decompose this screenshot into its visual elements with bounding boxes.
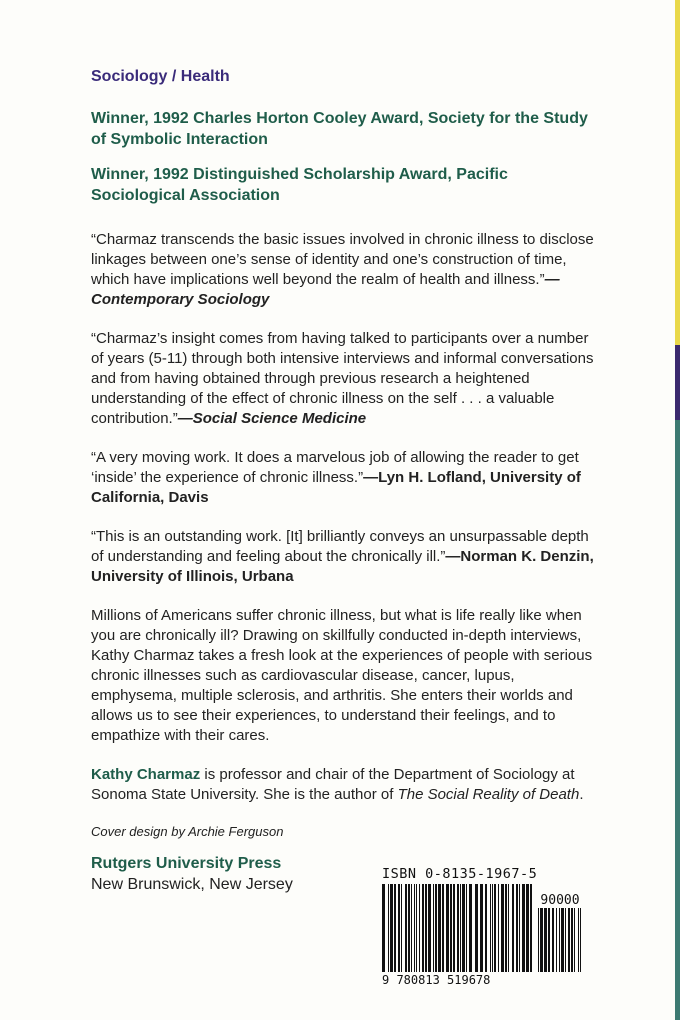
book-title: The Social Reality of Death: [397, 786, 580, 803]
quote-text: “Charmaz transcends the basic issues involved in chronic illness to disclose linkages between one’s sense of identity and one’s construction of time, which have implications well beyond the realm of health and illness.”: [91, 231, 594, 288]
barcode-bar: [508, 884, 509, 972]
barcode-bar: [568, 908, 570, 972]
barcode-bar: [428, 884, 431, 972]
barcode-bar: [552, 908, 554, 972]
barcode-bar: [442, 884, 444, 972]
publisher-name: Rutgers University Press: [91, 855, 282, 872]
barcode-bar: [462, 884, 465, 972]
barcode-bar: [544, 908, 547, 972]
barcode-bar: [522, 884, 525, 972]
bio-end: .: [579, 786, 584, 803]
barcode-bar: [480, 884, 483, 972]
barcode-bar: [450, 884, 452, 972]
quote-social-science-medicine: [91, 329, 599, 429]
isbn-text: ISBN 0-8135-1967-5: [382, 866, 538, 882]
barcode-bar: [519, 884, 520, 972]
barcode-bar: [453, 884, 455, 972]
barcode-bar: [485, 884, 487, 972]
quote-text: “Charmaz’s insight comes from having talked to participants over a number of years (5-11) through both intensive interviews and informal conversations and from having obtained through previous research a heightened understanding of the effect of chronic illness on the self . . . a valuable contribution.”: [91, 330, 594, 427]
barcode-bar: [457, 884, 459, 972]
edge-teal-segment: [675, 420, 680, 1020]
bio-text: is professor and chair of the Department of Sociology at Sonoma State University. She is the author of: [91, 766, 575, 803]
barcode-bar: [494, 884, 496, 972]
barcode-bar: [401, 884, 402, 972]
barcode-bar: [469, 884, 472, 972]
barcode-bar: [530, 884, 532, 972]
barcode-bar: [490, 884, 491, 972]
quote-source: —Norman K. Denzin, University of Illinois, Urbana: [91, 548, 594, 585]
barcode-bar: [414, 884, 415, 972]
barcode-bar: [548, 908, 550, 972]
barcode-bar: [492, 884, 493, 972]
author-bio: [91, 765, 599, 805]
barcode-bar: [405, 884, 407, 972]
barcode-bar: [498, 884, 499, 972]
barcode-bar: [390, 884, 393, 972]
back-cover-text: [91, 68, 599, 895]
author-name: Kathy Charmaz: [91, 766, 201, 783]
quote-lofland: [91, 448, 599, 508]
quote-source: —Lyn H. Lofland, University of California, Davis: [91, 469, 581, 506]
barcode-bar: [398, 884, 400, 972]
barcode-bar: [516, 884, 518, 972]
barcode-bar: [565, 908, 566, 972]
barcode-bar: [446, 884, 449, 972]
quote-source: —Social Science Medicine: [177, 410, 367, 427]
barcode-bar: [388, 884, 389, 972]
edge-yellow-segment: [675, 0, 680, 345]
barcode-bar: [538, 908, 539, 972]
barcode-bar: [411, 884, 412, 972]
barcode-bar: [526, 884, 529, 972]
barcode-bar: [501, 884, 504, 972]
quote-contemporary-sociology: [91, 230, 599, 310]
quote-text: “This is an outstanding work. [It] brilliantly conveys an unsurpassable depth of understanding and feeling about the chronically ill.”: [91, 528, 589, 565]
isbn-barcode-block: [382, 866, 588, 987]
barcode-bar: [425, 884, 427, 972]
cover-credit: Cover design by Archie Ferguson: [91, 824, 284, 839]
barcode-bar: [574, 908, 575, 972]
barcode-bar: [475, 884, 478, 972]
quote-denzin: [91, 527, 599, 587]
barcode-bar: [433, 884, 434, 972]
barcode-bar: [559, 908, 560, 972]
barcode-bar: [419, 884, 420, 972]
barcode-bar: [505, 884, 507, 972]
category-label: Sociology / Health: [91, 68, 230, 85]
barcode-bar: [382, 884, 385, 972]
book-description: Millions of Americans suffer chronic illness, but what is life really like when you are chronically ill? Drawing on skillfully conducted in-depth interviews, Kathy Charmaz takes a fresh look at the experiences of people with serious chronic illnesses such as cardiovascular disease, cancer, lupus, emphysema, multiple sclerosis, and arthritis. She enters their worlds and allows us to see their experiences, to understand their feelings, and to empathize with their cares.: [91, 607, 593, 744]
barcode-bar: [578, 908, 579, 972]
quote-text: “A very moving work. It does a marvelous job of allowing the reader to get ‘inside’ the experience of chronic illness.”: [91, 449, 579, 486]
barcode-bar: [416, 884, 417, 972]
quote-source: —Contemporary Sociology: [91, 271, 560, 308]
barcode-icon: [382, 884, 532, 972]
barcode-bar: [408, 884, 410, 972]
addon-block: [538, 893, 582, 972]
barcode-bar: [435, 884, 437, 972]
addon-number: 90000: [540, 893, 580, 908]
addon-barcode-icon: [538, 908, 582, 972]
barcode-bar: [580, 908, 581, 972]
ean-number: 9 780813 519678: [382, 973, 491, 987]
award-cooley: Winner, 1992 Charles Horton Cooley Award, Society for the Study of Symbolic Interaction: [91, 110, 588, 148]
cover-edge-strip: [675, 0, 680, 1020]
barcode-bar: [561, 908, 564, 972]
barcode-bar: [438, 884, 441, 972]
edge-purple-segment: [675, 345, 680, 420]
award-scholarship: Winner, 1992 Distinguished Scholarship Award, Pacific Sociological Association: [91, 166, 508, 204]
publisher-location: New Brunswick, New Jersey: [91, 876, 293, 893]
barcode-bar: [460, 884, 461, 972]
barcode-bar: [540, 908, 543, 972]
barcode-bar: [512, 884, 514, 972]
barcode-bar: [394, 884, 396, 972]
barcode-bar: [422, 884, 424, 972]
barcode-row: [382, 884, 588, 972]
barcode-bar: [556, 908, 557, 972]
barcode-bar: [466, 884, 467, 972]
barcode-bar: [571, 908, 573, 972]
